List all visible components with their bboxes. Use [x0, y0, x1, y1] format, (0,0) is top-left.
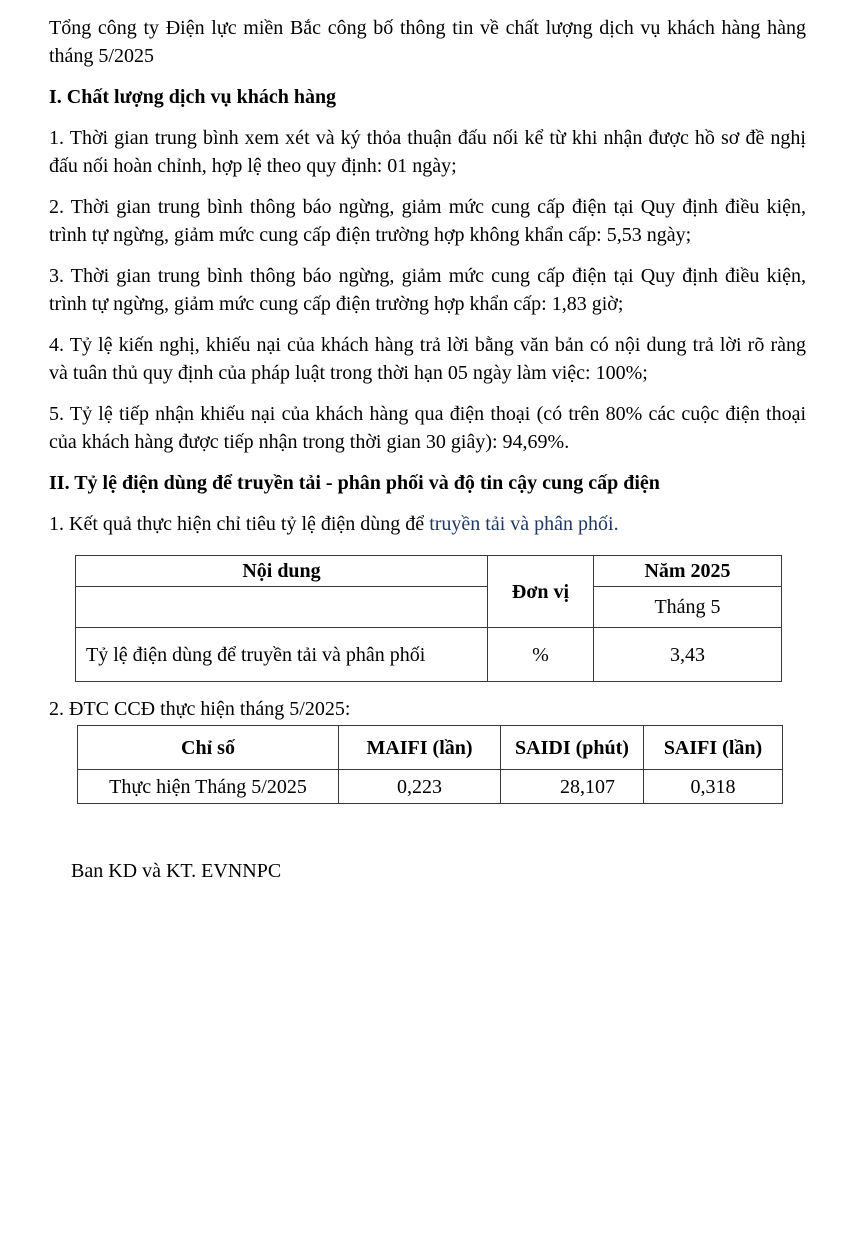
table-row: [78, 770, 783, 804]
table2-saifi-value: 0,318: [644, 770, 783, 804]
section1-heading: I. Chất lượng dịch vụ khách hàng: [49, 86, 337, 108]
table2-saidi-value: 28,107: [501, 770, 644, 804]
table-row: [76, 587, 782, 628]
table2-header-saifi: SAIFI (lần): [644, 726, 783, 770]
table1-header-year: Năm 2025: [594, 556, 782, 587]
table1-empty-cell: [76, 587, 488, 628]
table1-header-unit: Đơn vị: [488, 556, 594, 628]
section2-item-1: [49, 510, 806, 538]
reliability-table: [77, 725, 783, 804]
table-row: [76, 628, 782, 682]
transmission-loss-table: [75, 555, 782, 682]
table1-header-month: Tháng 5: [594, 587, 782, 628]
table-row: [76, 556, 782, 587]
table1-row-label: Tỷ lệ điện dùng để truyền tải và phân phối: [76, 628, 488, 682]
section1-item-2: 2. Thời gian trung bình thông báo ngừng, giảm mức cung cấp điện tại Quy định điều kiện, trình tự ngừng, giảm mức cung cấp điện trường hợp không khẩn cấp: 5,53 ngày;: [49, 196, 806, 246]
section1-item-4: 4. Tỷ lệ kiến nghị, khiếu nại của khách hàng trả lời bằng văn bản có nội dung trả lời rõ ràng và tuân thủ quy định của pháp luật trong thời hạn 05 ngày làm việc: 100%;: [49, 334, 806, 384]
table2-header-indicator: Chỉ số: [78, 726, 339, 770]
section2-heading: II. Tỷ lệ điện dùng để truyền tải - phân phối và độ tin cậy cung cấp điện: [49, 472, 660, 494]
table-row: [78, 726, 783, 770]
section1-item-3: 3. Thời gian trung bình thông báo ngừng, giảm mức cung cấp điện tại Quy định điều kiện, trình tự ngừng, giảm mức cung cấp điện trường hợp khẩn cấp: 1,83 giờ;: [49, 265, 806, 315]
table2-header-maifi: MAIFI (lần): [339, 726, 501, 770]
table2-row-label: Thực hiện Tháng 5/2025: [78, 770, 339, 804]
section1-item-1: 1. Thời gian trung bình xem xét và ký thỏa thuận đấu nối kể từ khi nhận được hồ sơ đề nghị đấu nối hoàn chỉnh, hợp lệ theo quy định: 01 ngày;: [49, 127, 806, 177]
table1-header-content: Nội dung: [76, 556, 488, 587]
intro-paragraph: Tổng công ty Điện lực miền Bắc công bố thông tin về chất lượng dịch vụ khách hàng hàng tháng 5/2025: [49, 17, 806, 67]
highlight-phrase: truyền tải và phân phối.: [429, 513, 619, 535]
table2-maifi-value: 0,223: [339, 770, 501, 804]
section2-item-1-text: 1. Kết quả thực hiện chỉ tiêu tỷ lệ điện dùng để: [49, 513, 430, 535]
signature-line: Ban KD và KT. EVNNPC: [71, 860, 282, 882]
table1-row-value: 3,43: [594, 628, 782, 682]
table2-header-saidi: SAIDI (phút): [501, 726, 644, 770]
table1-row-unit: %: [488, 628, 594, 682]
section2-item-2: 2. ĐTC CCĐ thực hiện tháng 5/2025:: [49, 698, 351, 720]
section1-item-5: 5. Tỷ lệ tiếp nhận khiếu nại của khách hàng qua điện thoại (có trên 80% các cuộc điện thoại của khách hàng được tiếp nhận trong thời gian 30 giây): 94,69%.: [49, 403, 806, 453]
